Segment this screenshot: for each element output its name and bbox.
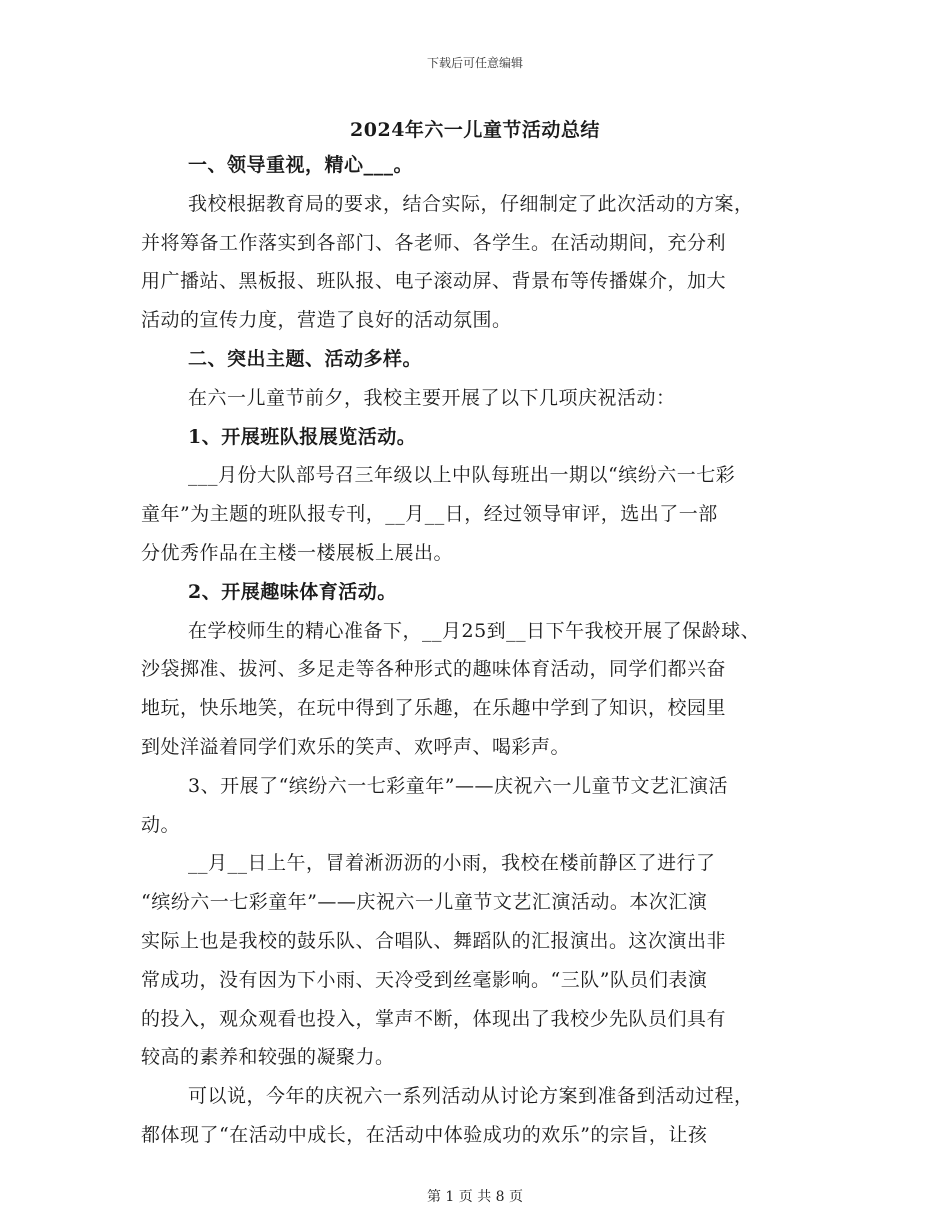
document-title: 2024年六一儿童节活动总结 bbox=[350, 119, 600, 141]
section-heading: 一、领导重视，精心___。 bbox=[188, 154, 414, 176]
page-footer: 第 1 页 共 8 页 bbox=[426, 1189, 524, 1205]
paragraph-line: 较高的素养和较强的凝聚力。 bbox=[141, 1046, 395, 1069]
paragraph-line: 可以说，今年的庆祝六一系列活动从讨论方案到准备到活动过程， bbox=[188, 1085, 754, 1108]
document-body bbox=[141, 146, 821, 1155]
paragraph-line: 用广播站、黑板报、班队报、电子滚动屏、背景布等传播媒介，加大 bbox=[141, 270, 727, 293]
paragraph-line: 在六一儿童节前夕，我校主要开展了以下几项庆祝活动： bbox=[188, 386, 676, 409]
paragraph-line: 童年”为主题的班队报专刊，__月__日，经过领导审评，选出了一部 bbox=[141, 503, 718, 526]
header-note: 下载后可任意编辑 bbox=[426, 56, 523, 70]
paragraph-line: 都体现了“在活动中成长，在活动中体验成功的欢乐”的宗旨，让孩 bbox=[141, 1123, 708, 1146]
paragraph-line: 在学校师生的精心准备下，__月25到__日下午我校开展了保龄球、 bbox=[188, 619, 761, 642]
section-heading: 2、开展趣味体育活动。 bbox=[188, 580, 397, 603]
paragraph-line: 沙袋掷准、拔河、多足走等各种形式的趣味体育活动，同学们都兴奋 bbox=[141, 658, 727, 681]
paragraph-line: 常成功，没有因为下小雨、天冷受到丝毫影响。“三队”队员们表演 bbox=[141, 968, 708, 991]
paragraph-line: 实际上也是我校的鼓乐队、合唱队、舞蹈队的汇报演出。这次演出非 bbox=[141, 929, 727, 952]
paragraph-line: __月__日上午，冒着淅沥沥的小雨，我校在楼前静区了进行了 bbox=[188, 852, 716, 875]
paragraph-line: 活动的宣传力度，营造了良好的活动氛围。 bbox=[141, 309, 512, 332]
paragraph-line: 动。 bbox=[141, 813, 181, 836]
paragraph-line: 分优秀作品在主楼一楼展板上展出。 bbox=[141, 541, 454, 564]
paragraph-line: 我校根据教育局的要求，结合实际，仔细制定了此次活动的方案， bbox=[188, 192, 754, 215]
section-heading: 二、突出主题、活动多样。 bbox=[188, 347, 423, 370]
paragraph-line: 地玩，快乐地笑，在玩中得到了乐趣，在乐趣中学到了知识，校园里 bbox=[141, 697, 727, 720]
paragraph-line: 并将筹备工作落实到各部门、各老师、各学生。在活动期间，充分利 bbox=[141, 231, 727, 254]
paragraph-line: “缤纷六一七彩童年”——庆祝六一儿童节文艺汇演活动。本次汇演 bbox=[141, 891, 708, 914]
paragraph-line: ___月份大队部号召三年级以上中队每班出一期以“缤纷六一七彩 bbox=[188, 464, 736, 487]
section-heading: 1、开展班队报展览活动。 bbox=[188, 425, 417, 448]
paragraph-line: 的投入，观众观看也投入，掌声不断，体现出了我校少先队员们具有 bbox=[141, 1007, 727, 1030]
paragraph-line: 3、开展了“缤纷六一七彩童年”——庆祝六一儿童节文艺汇演活 bbox=[188, 774, 729, 797]
paragraph-line: 到处洋溢着同学们欢乐的笑声、欢呼声、喝彩声。 bbox=[141, 735, 571, 758]
